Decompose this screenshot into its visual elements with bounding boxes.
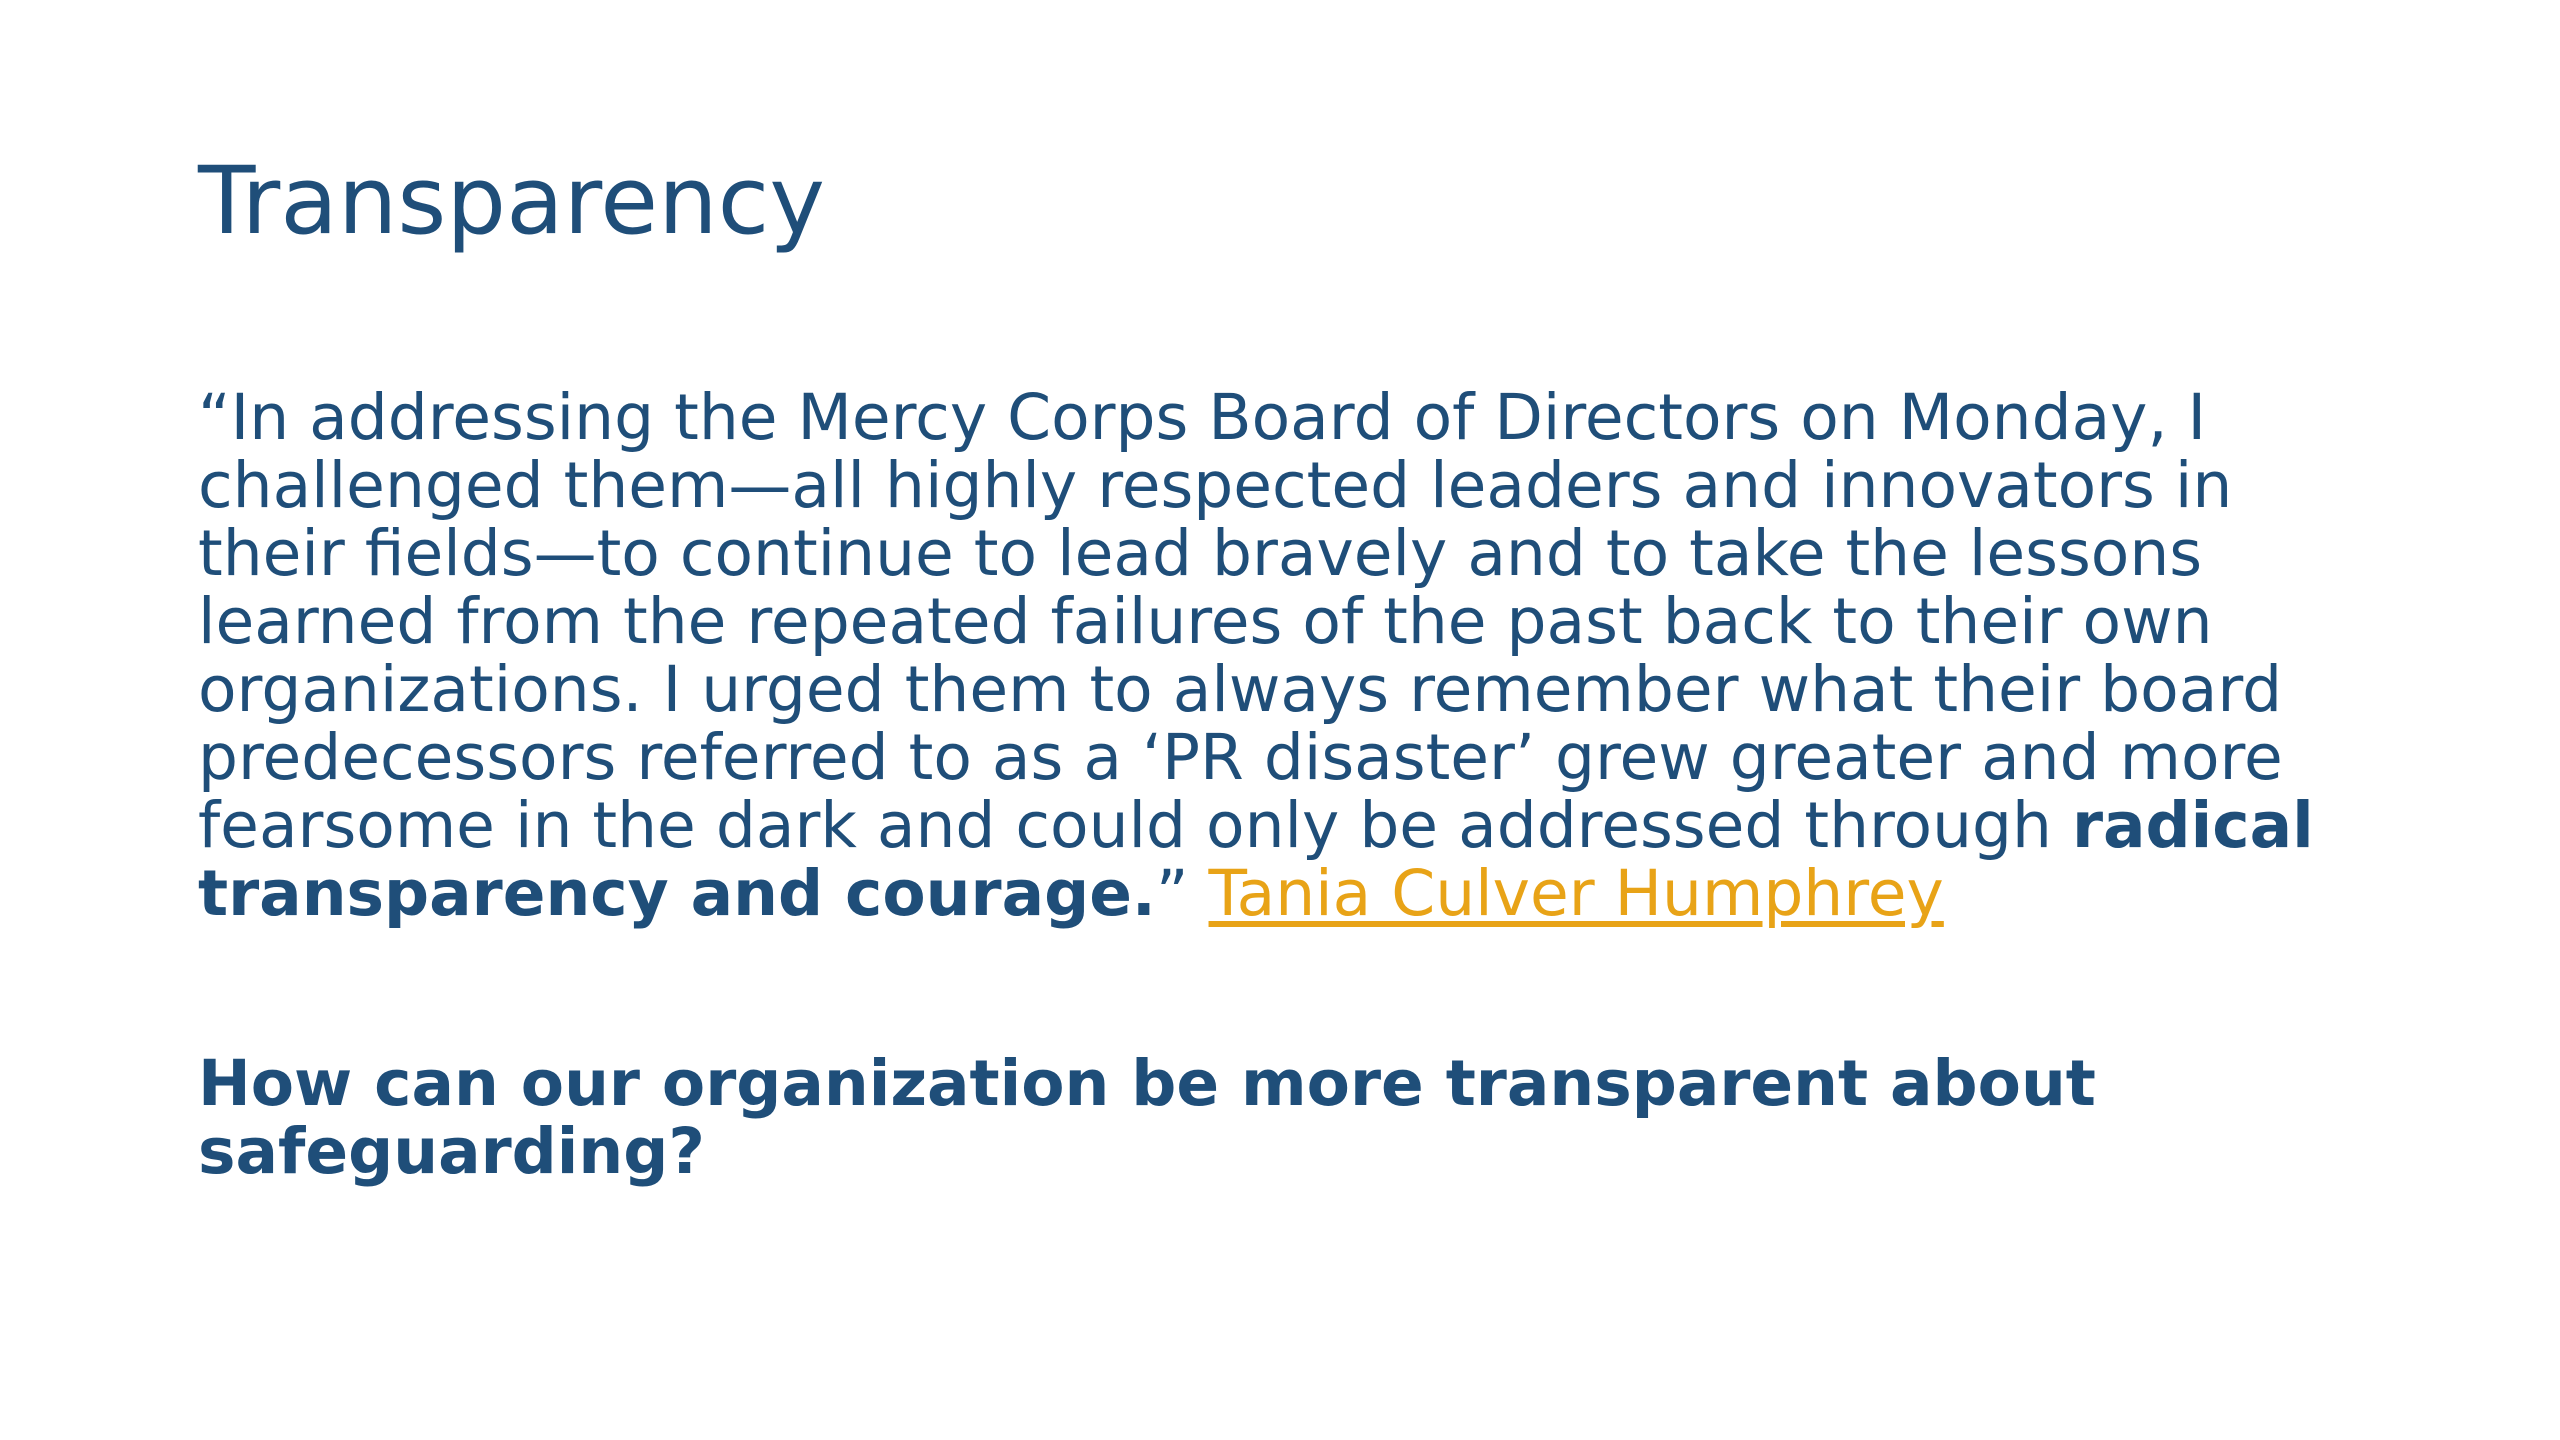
slide-title: Transparency (198, 147, 825, 256)
quote-text: “In addressing the Mercy Corps Board of Directors on Monday, I challenged them—all highly respected leaders and innovators in their fields—to continue to lead bravely and to take the lessons learned from the repeated failures of the past back to their own organizations. I urged them to always remember what their board predecessors referred to as a ‘PR disaster’ grew greater and more fearsome in the dark and could only be addressed through (198, 381, 2283, 862)
quote-emphasis: radical transparency and courage. (198, 789, 2314, 930)
attribution-link[interactable]: Tania Culver Humphrey (1208, 857, 1944, 930)
quote-paragraph (198, 381, 2398, 930)
discussion-question: How can our organization be more transparent about safeguarding? (198, 1047, 2096, 1188)
quote-closing: ” (1155, 857, 1209, 930)
